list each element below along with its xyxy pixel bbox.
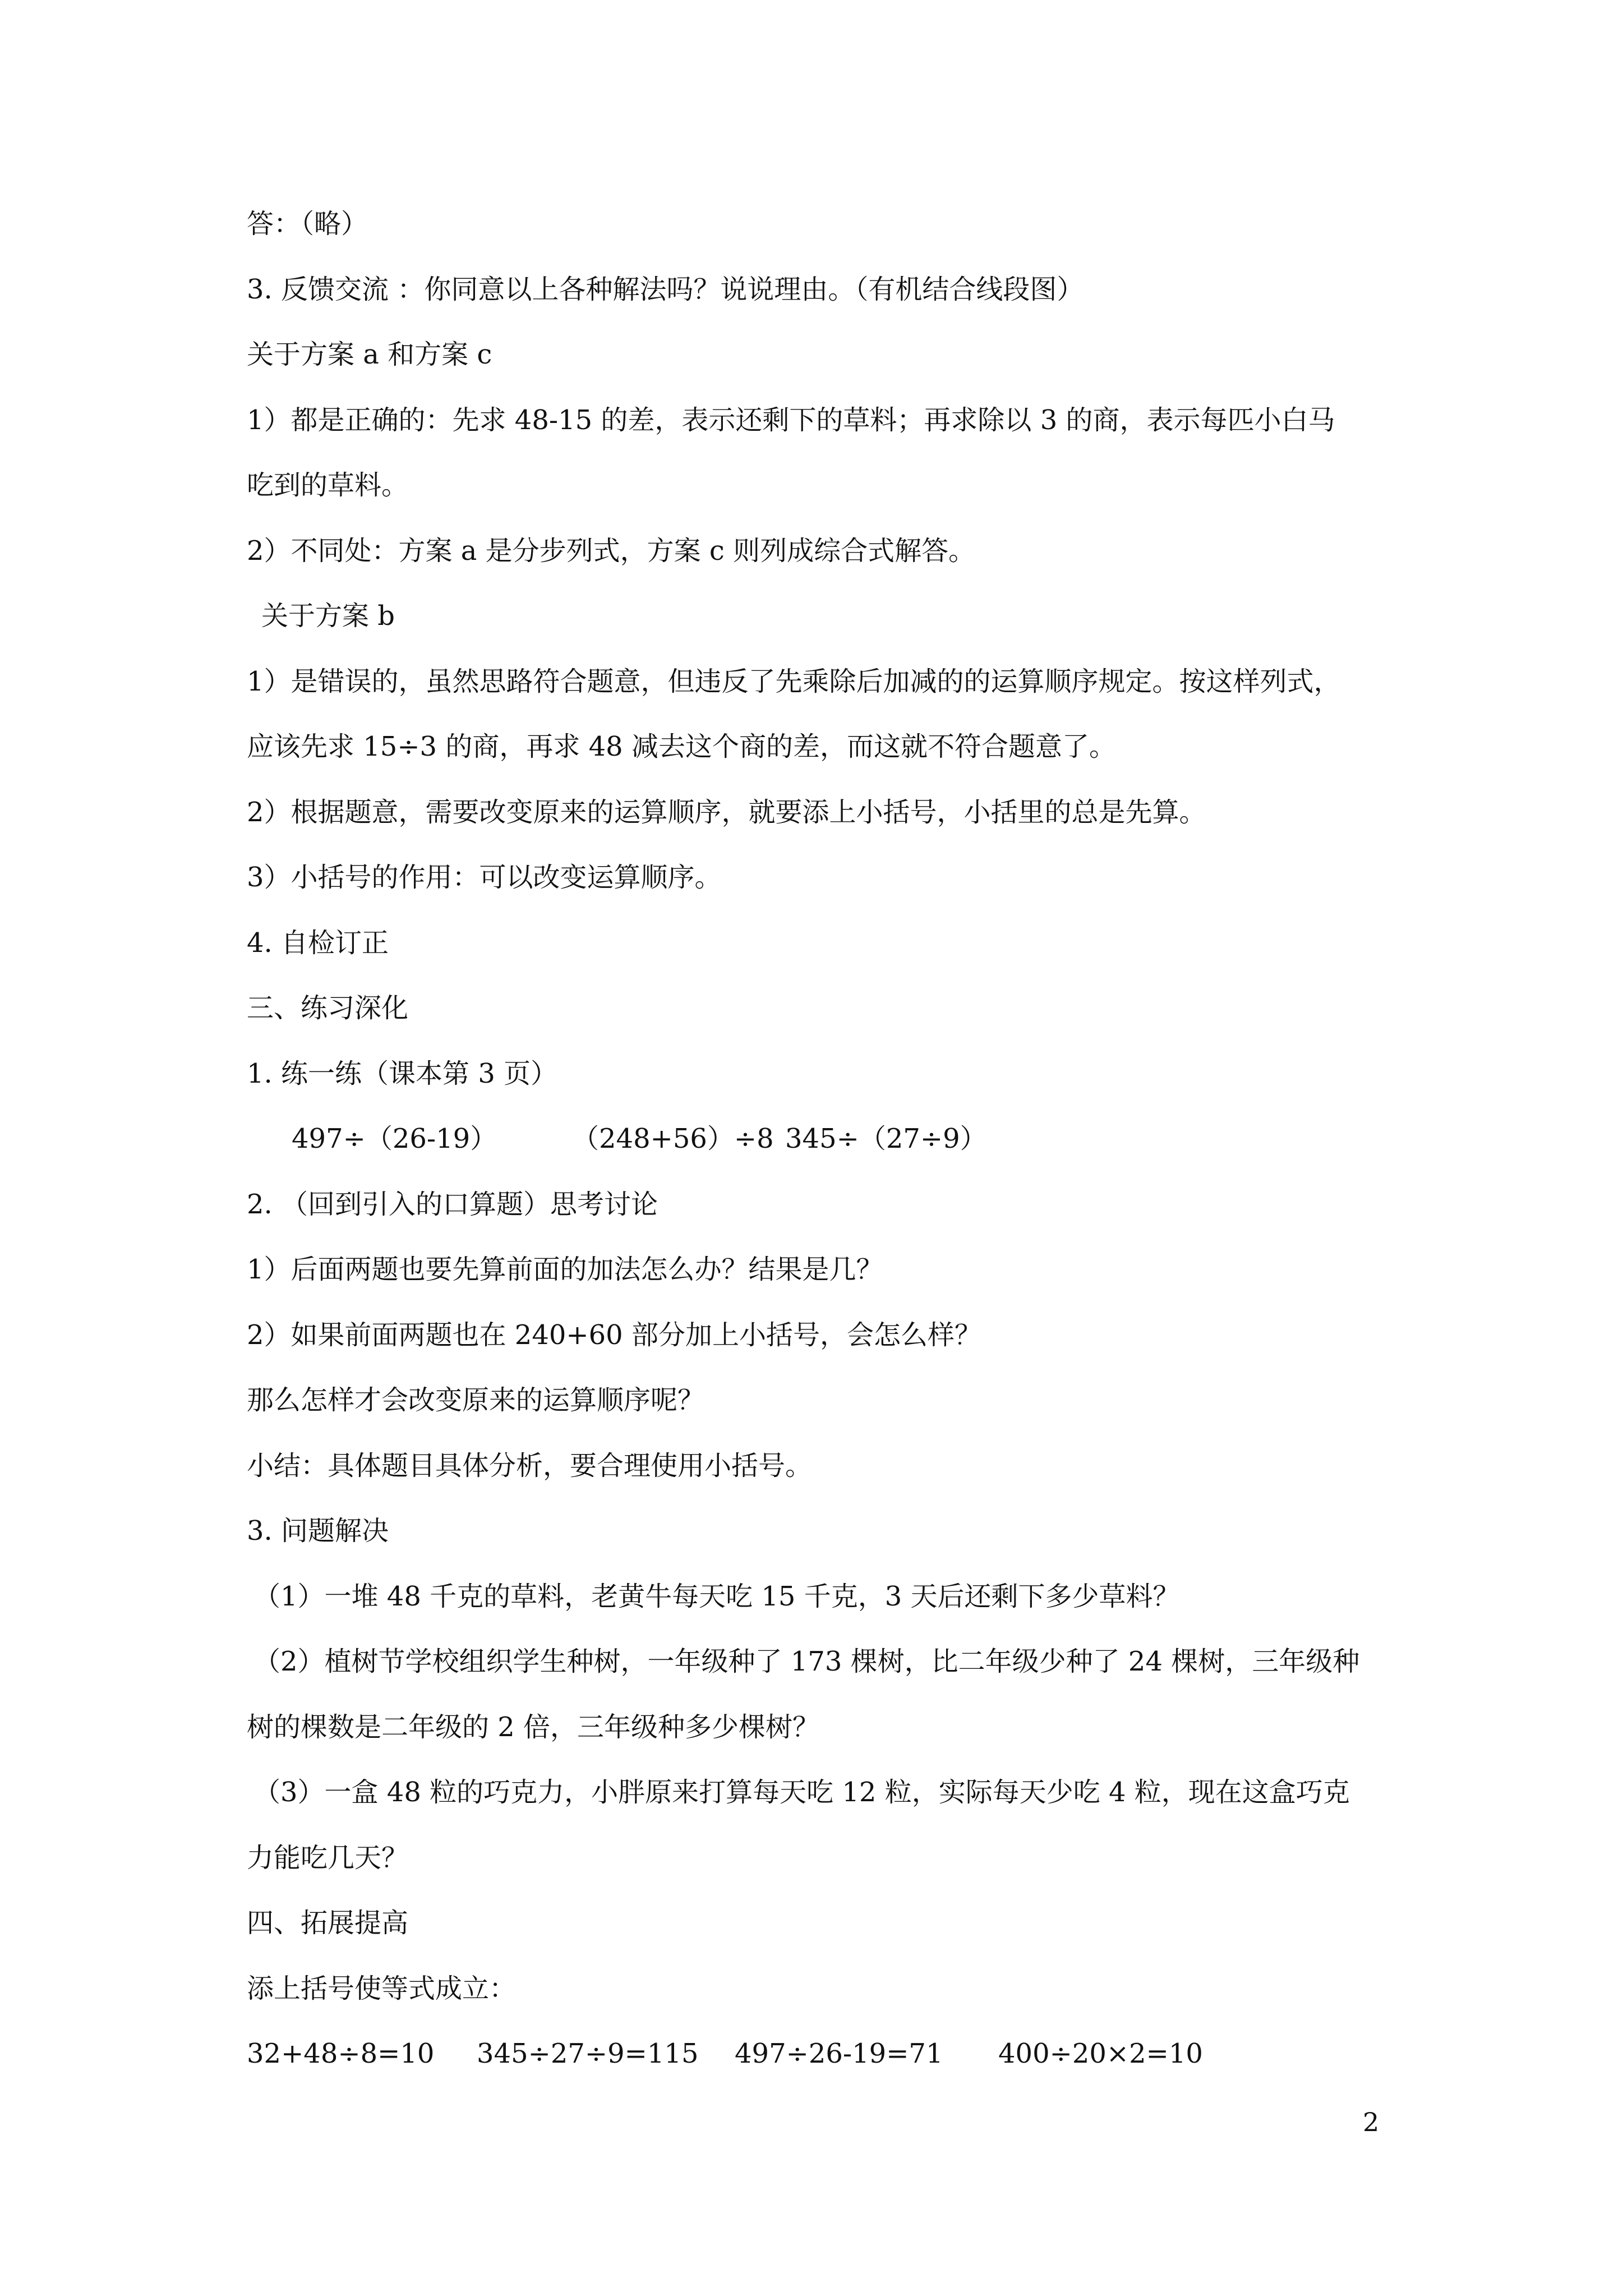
section-heading: 3. 反馈交流 ：你同意以上各种解法吗？说说理由。（有机结合线段图） — [247, 273, 1084, 305]
paragraph: 关于方案 a 和方案 c — [247, 339, 492, 370]
answer-line: 答：（略） — [247, 208, 368, 240]
section-heading: 四、拓展提高 — [247, 1907, 409, 1939]
section-heading: 1. 练一练（课本第 3 页） — [247, 1057, 558, 1089]
paragraph: 力能吃几天？ — [247, 1842, 409, 1874]
problem-item: （1）一堆 48 千克的草料，老黄牛每天吃 15 千克，3 天后还剩下多少草料？ — [253, 1580, 1180, 1612]
paragraph: 添上括号使等式成立： — [247, 1972, 517, 2004]
practice-formula: 497÷（26-19） — [292, 1123, 497, 1154]
extend-formula: 345÷27÷9=115 — [477, 2038, 699, 2069]
paragraph: 1）是错误的，虽然思路符合题意，但违反了先乘除后加减的的运算顺序规定。按这样列式， — [247, 665, 1341, 697]
problem-item: （3）一盒 48 粒的巧克力，小胖原来打算每天吃 12 粒，实际每天少吃 4 粒，现在这盒巧克 — [253, 1777, 1350, 1808]
paragraph: 那么怎样才会改变原来的运算顺序呢？ — [247, 1384, 705, 1416]
paragraph: 树的棵数是二年级的 2 倍，三年级种多少棵树？ — [247, 1711, 820, 1743]
paragraph: 2）根据题意，需要改变原来的运算顺序，就要添上小括号，小括里的总是先算。 — [247, 796, 1206, 828]
extend-formulas — [247, 2037, 1402, 2070]
paragraph: 小结：具体题目具体分析，要合理使用小括号。 — [247, 1450, 813, 1481]
problem-item: （2）植树节学校组织学生种树，一年级种了 173 棵树，比二年级少种了 24 棵树，三年级种 — [253, 1646, 1360, 1677]
section-heading: 2. （回到引入的口算题）思考讨论 — [247, 1188, 658, 1220]
page-number: 2 — [1363, 2107, 1380, 2137]
paragraph: 2）如果前面两题也在 240+60 部分加上小括号，会怎么样？ — [247, 1319, 981, 1351]
section-heading: 3. 问题解决 — [247, 1515, 389, 1547]
paragraph: 关于方案 b — [261, 600, 395, 632]
extend-formula: 497÷26-19=71 — [735, 2038, 943, 2069]
paragraph: 3）小括号的作用：可以改变运算顺序。 — [247, 862, 722, 893]
paragraph: 应该先求 15÷3 的商，再求 48 减去这个商的差，而这就不符合题意了。 — [247, 731, 1116, 762]
section-heading: 三、练习深化 — [247, 992, 409, 1024]
paragraph: 1）都是正确的：先求 48-15 的差，表示还剩下的草料；再求除以 3 的商，表示每匹小白马 — [247, 404, 1335, 436]
paragraph: 1）后面两题也要先算前面的加法怎么办？结果是几？ — [247, 1254, 883, 1285]
extend-formula: 400÷20×2=10 — [998, 2038, 1203, 2069]
paragraph: 2）不同处：方案 a 是分步列式，方案 c 则列成综合式解答。 — [247, 535, 976, 567]
section-heading: 4. 自检订正 — [247, 927, 389, 959]
practice-formula: 345÷（27÷9） — [785, 1123, 987, 1154]
document-body — [247, 208, 1402, 2103]
paragraph: 吃到的草料。 — [247, 470, 409, 501]
extend-formula: 32+48÷8=10 — [247, 2038, 435, 2069]
practice-formulas — [247, 1122, 1402, 1155]
practice-formula: （248+56）÷8 — [572, 1123, 774, 1154]
